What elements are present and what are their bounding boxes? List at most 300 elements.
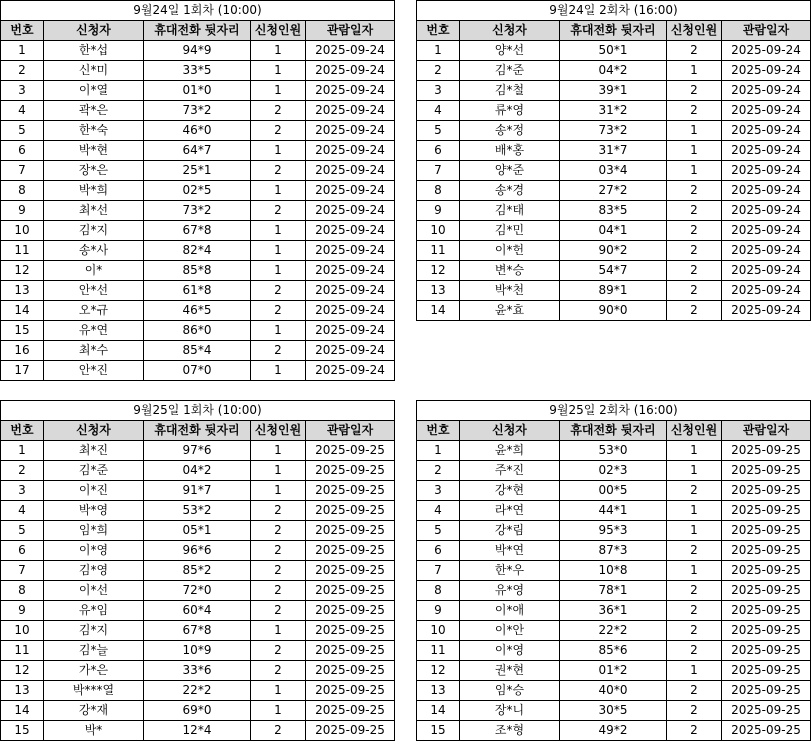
- column-header: 신청자: [44, 21, 144, 41]
- table-row: [417, 121, 811, 141]
- table-cell: 01*2: [560, 661, 667, 681]
- table-cell: 2: [251, 121, 306, 141]
- table-cell: 2025-09-25: [306, 481, 395, 501]
- table-cell: 91*7: [144, 481, 251, 501]
- table-cell: 2: [251, 541, 306, 561]
- table-cell: 1: [251, 221, 306, 241]
- table-cell: 2025-09-25: [722, 681, 811, 701]
- table-header-row: [417, 21, 811, 41]
- table-cell: 1: [667, 521, 722, 541]
- table-cell: 1: [251, 681, 306, 701]
- table-cell: 2: [667, 541, 722, 561]
- table-cell: 1: [667, 501, 722, 521]
- table-cell: 7: [417, 161, 460, 181]
- table-cell: 11: [417, 641, 460, 661]
- table-cell: 4: [1, 101, 44, 121]
- table-cell: 1: [251, 441, 306, 461]
- table-cell: 53*0: [560, 441, 667, 461]
- table-cell: 60*4: [144, 601, 251, 621]
- table-cell: 2: [667, 601, 722, 621]
- table-cell: 2025-09-25: [722, 521, 811, 541]
- table-cell: 2025-09-25: [306, 521, 395, 541]
- table-row: [417, 161, 811, 181]
- table-cell: 90*0: [560, 301, 667, 321]
- table-cell: 2: [251, 561, 306, 581]
- table-cell: 변*승: [460, 261, 560, 281]
- table-row: [417, 701, 811, 721]
- table-cell: 33*5: [144, 61, 251, 81]
- table-cell: 30*5: [560, 701, 667, 721]
- table-cell: 6: [417, 141, 460, 161]
- table-cell: 2025-09-24: [722, 141, 811, 161]
- table-title: 9월25일 2회차 (16:00): [417, 401, 811, 421]
- table-cell: 2: [251, 581, 306, 601]
- table-row: [417, 221, 811, 241]
- table-cell: 김*민: [460, 221, 560, 241]
- table-cell: 2: [667, 81, 722, 101]
- table-cell: 8: [1, 581, 44, 601]
- table-cell: 2025-09-24: [722, 201, 811, 221]
- table-cell: 2025-09-25: [306, 561, 395, 581]
- table-cell: 10: [1, 221, 44, 241]
- table-cell: 권*현: [460, 661, 560, 681]
- table-row: [1, 301, 395, 321]
- table-cell: 2025-09-24: [722, 161, 811, 181]
- table-title-row: [417, 401, 811, 421]
- column-header: 관람일자: [722, 21, 811, 41]
- table-cell: 2025-09-25: [306, 641, 395, 661]
- table-row: [417, 581, 811, 601]
- table-cell: 1: [667, 561, 722, 581]
- table-row: [1, 441, 395, 461]
- table-cell: 이*진: [44, 481, 144, 501]
- table-cell: 박*희: [44, 181, 144, 201]
- table-cell: 2025-09-24: [306, 281, 395, 301]
- table-cell: 김*늘: [44, 641, 144, 661]
- table-cell: 10: [417, 221, 460, 241]
- table-cell: 2: [1, 461, 44, 481]
- table-cell: 1: [667, 121, 722, 141]
- table-cell: 04*2: [560, 61, 667, 81]
- table-cell: 2025-09-25: [722, 561, 811, 581]
- table-cell: 2: [251, 341, 306, 361]
- table-block-0924-2: [416, 0, 811, 321]
- column-header: 번호: [1, 21, 44, 41]
- table-cell: 03*4: [560, 161, 667, 181]
- table-row: [1, 641, 395, 661]
- table-row: [1, 201, 395, 221]
- table-cell: 1: [667, 661, 722, 681]
- table-cell: 2: [667, 201, 722, 221]
- table-cell: 2: [251, 641, 306, 661]
- table-cell: 5: [1, 121, 44, 141]
- table-cell: 96*6: [144, 541, 251, 561]
- column-header: 휴대전화 뒷자리: [144, 421, 251, 441]
- table-cell: 3: [1, 81, 44, 101]
- table-cell: 1: [251, 701, 306, 721]
- table-cell: 2025-09-24: [722, 81, 811, 101]
- table-cell: 2025-09-24: [306, 261, 395, 281]
- table-cell: 82*4: [144, 241, 251, 261]
- table-row: [417, 601, 811, 621]
- table-cell: 53*2: [144, 501, 251, 521]
- table-cell: 장*니: [460, 701, 560, 721]
- table-cell: 13: [1, 681, 44, 701]
- table-cell: 김*준: [44, 461, 144, 481]
- table-cell: 임*희: [44, 521, 144, 541]
- table-cell: 27*2: [560, 181, 667, 201]
- table-cell: 2025-09-24: [722, 101, 811, 121]
- table-cell: 39*1: [560, 81, 667, 101]
- table-cell: 김*태: [460, 201, 560, 221]
- table-cell: 2025-09-24: [306, 181, 395, 201]
- table-cell: 이*안: [460, 621, 560, 641]
- table-cell: 46*0: [144, 121, 251, 141]
- table-cell: 17: [1, 361, 44, 381]
- table-cell: 2025-09-25: [306, 441, 395, 461]
- table-cell: 12: [417, 261, 460, 281]
- column-header: 휴대전화 뒷자리: [144, 21, 251, 41]
- table-cell: 36*1: [560, 601, 667, 621]
- table-row: [1, 81, 395, 101]
- table-cell: 73*2: [144, 201, 251, 221]
- table-cell: 2: [251, 301, 306, 321]
- table-cell: 46*5: [144, 301, 251, 321]
- table-cell: 1: [251, 61, 306, 81]
- table-cell: 2025-09-25: [722, 481, 811, 501]
- table-cell: 01*0: [144, 81, 251, 101]
- table-cell: 9: [417, 201, 460, 221]
- table-cell: 87*3: [560, 541, 667, 561]
- table-cell: 한*우: [460, 561, 560, 581]
- table-row: [417, 261, 811, 281]
- table-cell: 김*지: [44, 221, 144, 241]
- table-cell: 85*2: [144, 561, 251, 581]
- table-cell: 박***열: [44, 681, 144, 701]
- table-row: [417, 241, 811, 261]
- table-header-row: [1, 21, 395, 41]
- table-cell: 김*지: [44, 621, 144, 641]
- table-row: [1, 341, 395, 361]
- table-cell: 2025-09-24: [306, 341, 395, 361]
- column-header: 신청자: [460, 21, 560, 41]
- table-cell: 15: [1, 721, 44, 741]
- table-row: [417, 501, 811, 521]
- table-cell: 1: [417, 41, 460, 61]
- table-row: [417, 641, 811, 661]
- table-cell: 10*9: [144, 641, 251, 661]
- column-header: 신청인원: [667, 421, 722, 441]
- table-row: [1, 681, 395, 701]
- table-row: [417, 681, 811, 701]
- table-cell: 곽*은: [44, 101, 144, 121]
- table-cell: 이*애: [460, 601, 560, 621]
- table-cell: 7: [1, 561, 44, 581]
- table-cell: 1: [251, 81, 306, 101]
- table-cell: 7: [1, 161, 44, 181]
- table-row: [417, 441, 811, 461]
- table-cell: 14: [417, 701, 460, 721]
- table-cell: 72*0: [144, 581, 251, 601]
- table-cell: 가*은: [44, 661, 144, 681]
- table-cell: 2025-09-24: [306, 161, 395, 181]
- column-header: 관람일자: [306, 21, 395, 41]
- table-cell: 2025-09-24: [722, 121, 811, 141]
- table-cell: 31*7: [560, 141, 667, 161]
- table-row: [1, 141, 395, 161]
- table-row: [417, 61, 811, 81]
- column-header: 신청인원: [667, 21, 722, 41]
- table-cell: 2025-09-24: [306, 61, 395, 81]
- table-cell: 5: [417, 521, 460, 541]
- table-row: [417, 461, 811, 481]
- table-cell: 1: [667, 161, 722, 181]
- column-header: 번호: [1, 421, 44, 441]
- table-cell: 2025-09-25: [722, 721, 811, 741]
- table-cell: 2025-09-24: [306, 361, 395, 381]
- table-cell: 2: [417, 61, 460, 81]
- table-cell: 한*섭: [44, 41, 144, 61]
- table-block-0925-2: [416, 400, 811, 741]
- table-cell: 1: [251, 481, 306, 501]
- table-cell: 이*열: [44, 81, 144, 101]
- table-cell: 송*경: [460, 181, 560, 201]
- table-row: [1, 721, 395, 741]
- table-row: [1, 61, 395, 81]
- table-row: [1, 701, 395, 721]
- table-block-0924-1: [0, 0, 395, 381]
- table-cell: 95*3: [560, 521, 667, 541]
- table-cell: 박*연: [460, 541, 560, 561]
- table-row: [1, 521, 395, 541]
- table-cell: 13: [1, 281, 44, 301]
- table-row: [1, 661, 395, 681]
- table-cell: 2: [667, 581, 722, 601]
- table-row: [417, 141, 811, 161]
- table-cell: 13: [417, 681, 460, 701]
- table-cell: 2025-09-24: [306, 41, 395, 61]
- table-title: 9월25일 1회차 (10:00): [1, 401, 395, 421]
- table-row: [1, 41, 395, 61]
- table-cell: 2: [667, 641, 722, 661]
- table-cell: 11: [417, 241, 460, 261]
- table-cell: 1: [251, 621, 306, 641]
- column-header: 관람일자: [306, 421, 395, 441]
- table-cell: 2: [667, 301, 722, 321]
- column-header: 번호: [417, 421, 460, 441]
- table-cell: 69*0: [144, 701, 251, 721]
- table-cell: 67*8: [144, 221, 251, 241]
- table-row: [417, 621, 811, 641]
- table-cell: 5: [1, 521, 44, 541]
- table-cell: 4: [417, 101, 460, 121]
- table-cell: 54*7: [560, 261, 667, 281]
- table-cell: 14: [1, 701, 44, 721]
- table-cell: 2: [251, 161, 306, 181]
- table-row: [417, 661, 811, 681]
- table-cell: 3: [417, 81, 460, 101]
- table-cell: 94*9: [144, 41, 251, 61]
- table-cell: 양*선: [460, 41, 560, 61]
- table-cell: 송*정: [460, 121, 560, 141]
- table-cell: 윤*효: [460, 301, 560, 321]
- table-cell: 2025-09-24: [306, 81, 395, 101]
- table-cell: 1: [251, 181, 306, 201]
- table-header-row: [417, 421, 811, 441]
- table-row: [417, 41, 811, 61]
- table-row: [417, 561, 811, 581]
- table-cell: 64*7: [144, 141, 251, 161]
- table-cell: 1: [1, 441, 44, 461]
- table-cell: 이*영: [460, 641, 560, 661]
- table-cell: 2025-09-25: [722, 541, 811, 561]
- table-cell: 1: [417, 441, 460, 461]
- table-cell: 97*6: [144, 441, 251, 461]
- table-cell: 2: [251, 281, 306, 301]
- table-row: [417, 481, 811, 501]
- table-cell: 1: [667, 61, 722, 81]
- table-row: [1, 221, 395, 241]
- table-cell: 73*2: [144, 101, 251, 121]
- table-cell: 안*선: [44, 281, 144, 301]
- table-cell: 유*영: [460, 581, 560, 601]
- table-cell: 5: [417, 121, 460, 141]
- table-cell: 9: [1, 601, 44, 621]
- table-row: [1, 461, 395, 481]
- table-cell: 박*천: [460, 281, 560, 301]
- table-cell: 15: [417, 721, 460, 741]
- table-cell: 10*8: [560, 561, 667, 581]
- table-cell: 67*8: [144, 621, 251, 641]
- table-cell: 조*형: [460, 721, 560, 741]
- table-cell: 2: [1, 61, 44, 81]
- table-cell: 12: [417, 661, 460, 681]
- table-cell: 2: [667, 701, 722, 721]
- table-row: [1, 161, 395, 181]
- table-cell: 2025-09-25: [722, 581, 811, 601]
- table-cell: 라*연: [460, 501, 560, 521]
- table-cell: 2025-09-24: [722, 221, 811, 241]
- table-cell: 2025-09-25: [722, 461, 811, 481]
- column-header: 관람일자: [722, 421, 811, 441]
- table-row: [1, 241, 395, 261]
- table-cell: 박*현: [44, 141, 144, 161]
- table-row: [417, 541, 811, 561]
- table-cell: 50*1: [560, 41, 667, 61]
- table-cell: 1: [251, 361, 306, 381]
- table-cell: 2: [667, 221, 722, 241]
- table-cell: 2025-09-24: [306, 321, 395, 341]
- table-cell: 4: [1, 501, 44, 521]
- table-cell: 1: [667, 441, 722, 461]
- table-cell: 12: [1, 661, 44, 681]
- table-cell: 2025-09-25: [306, 681, 395, 701]
- table-row: [1, 181, 395, 201]
- table-cell: 김*영: [44, 561, 144, 581]
- table-cell: 2025-09-25: [722, 501, 811, 521]
- table-cell: 9: [417, 601, 460, 621]
- table-cell: 2025-09-25: [306, 621, 395, 641]
- table-cell: 2: [667, 721, 722, 741]
- table-row: [1, 501, 395, 521]
- table-cell: 2025-09-25: [306, 601, 395, 621]
- table-cell: 최*진: [44, 441, 144, 461]
- column-header: 신청인원: [251, 21, 306, 41]
- table-cell: 85*8: [144, 261, 251, 281]
- table-cell: 2025-09-24: [306, 301, 395, 321]
- table-cell: 02*3: [560, 461, 667, 481]
- table-cell: 3: [417, 481, 460, 501]
- table-cell: 장*은: [44, 161, 144, 181]
- table-cell: 2: [251, 101, 306, 121]
- table-cell: 오*규: [44, 301, 144, 321]
- table-header-row: [1, 421, 395, 441]
- table-cell: 유*연: [44, 321, 144, 341]
- table-row: [417, 301, 811, 321]
- table-cell: 2025-09-25: [722, 701, 811, 721]
- reservation-table: [0, 400, 395, 741]
- table-cell: 2025-09-25: [306, 701, 395, 721]
- reservation-table: [416, 400, 811, 741]
- column-header: 번호: [417, 21, 460, 41]
- table-cell: 6: [1, 541, 44, 561]
- table-cell: 2: [251, 601, 306, 621]
- table-title-row: [1, 401, 395, 421]
- table-cell: 2025-09-25: [306, 501, 395, 521]
- table-cell: 2: [251, 501, 306, 521]
- table-cell: 31*2: [560, 101, 667, 121]
- column-header: 신청인원: [251, 421, 306, 441]
- table-cell: 주*진: [460, 461, 560, 481]
- table-cell: 1: [251, 241, 306, 261]
- table-cell: 00*5: [560, 481, 667, 501]
- table-cell: 2025-09-25: [306, 661, 395, 681]
- table-cell: 3: [1, 481, 44, 501]
- table-cell: 2: [251, 201, 306, 221]
- table-cell: 7: [417, 561, 460, 581]
- table-cell: 9: [1, 201, 44, 221]
- table-cell: 최*수: [44, 341, 144, 361]
- table-row: [1, 281, 395, 301]
- table-cell: 78*1: [560, 581, 667, 601]
- table-cell: 2025-09-24: [722, 61, 811, 81]
- table-cell: 6: [417, 541, 460, 561]
- table-cell: 1: [251, 321, 306, 341]
- table-cell: 11: [1, 241, 44, 261]
- table-cell: 83*5: [560, 201, 667, 221]
- table-cell: 신*미: [44, 61, 144, 81]
- table-cell: 11: [1, 641, 44, 661]
- table-cell: 이*: [44, 261, 144, 281]
- table-cell: 2: [667, 101, 722, 121]
- table-cell: 16: [1, 341, 44, 361]
- table-cell: 04*2: [144, 461, 251, 481]
- table-cell: 2025-09-24: [306, 221, 395, 241]
- table-cell: 윤*희: [460, 441, 560, 461]
- table-cell: 14: [1, 301, 44, 321]
- table-cell: 2025-09-24: [722, 281, 811, 301]
- table-cell: 2: [667, 261, 722, 281]
- table-cell: 임*승: [460, 681, 560, 701]
- table-cell: 2025-09-25: [306, 461, 395, 481]
- table-cell: 05*1: [144, 521, 251, 541]
- table-cell: 강*림: [460, 521, 560, 541]
- table-row: [417, 201, 811, 221]
- table-cell: 22*2: [560, 621, 667, 641]
- table-cell: 양*준: [460, 161, 560, 181]
- table-cell: 2025-09-25: [722, 641, 811, 661]
- table-row: [417, 101, 811, 121]
